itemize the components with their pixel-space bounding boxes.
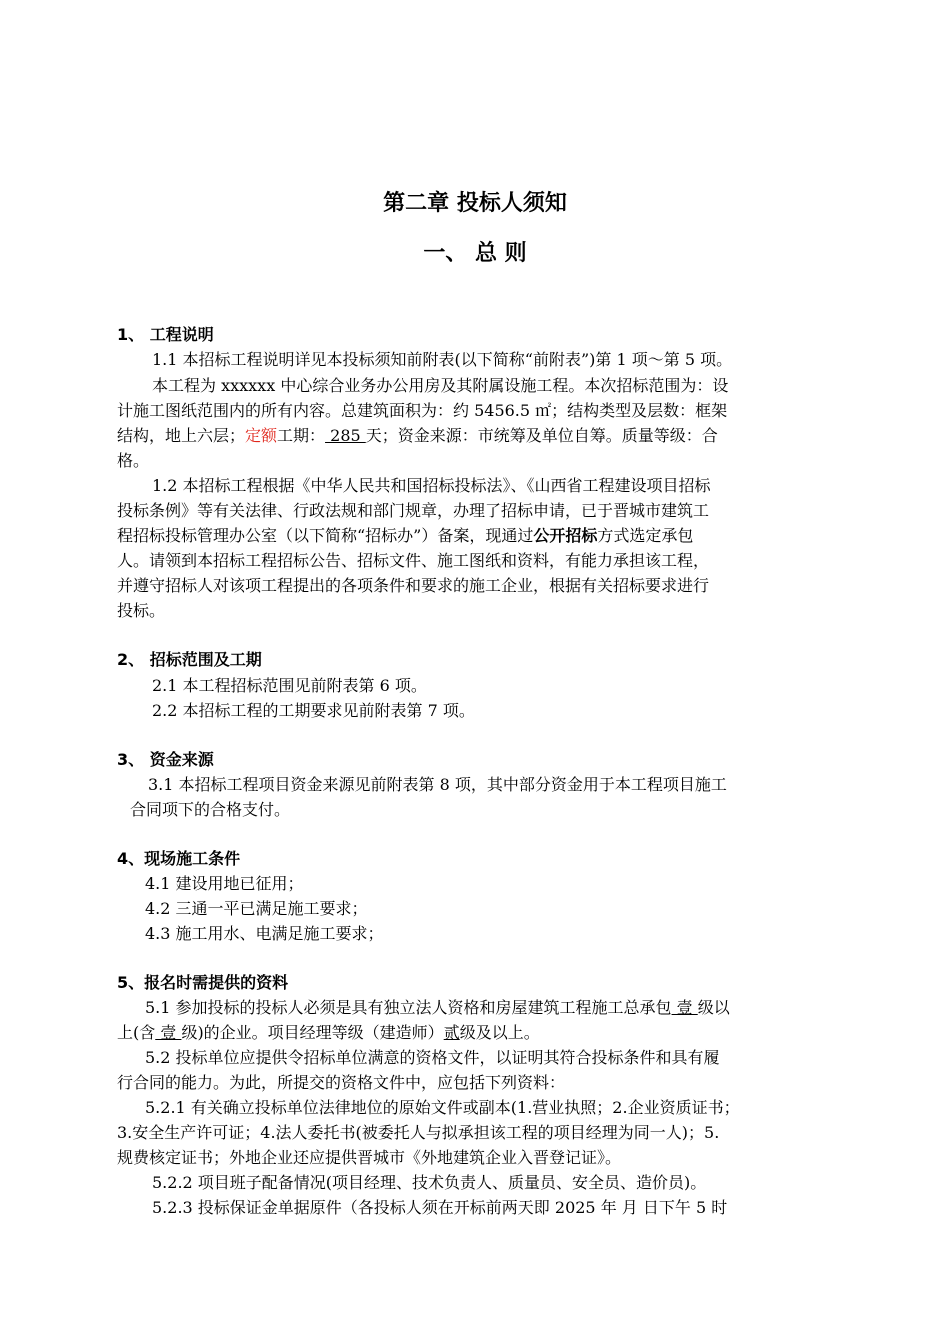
text-span: 方式选定承包 (597, 526, 694, 545)
paragraph-line: 4.2 三通一平已满足施工要求； (145, 899, 368, 918)
paragraph-line: 格。 (117, 451, 150, 470)
paragraph-line: 3.1 本招标工程项目资金来源见前附表第 8 项，其中部分资金用于本工程项目施工 (148, 775, 727, 794)
paragraph-line: 行合同的能力。为此，所提交的资格文件中，应包括下列资料： (117, 1073, 566, 1092)
paragraph-line: 投标条例》等有关法律、行政法规和部门规章，办理了招标申请，已于晋城市建筑工 (117, 501, 710, 520)
paragraph-line: 3.安全生产许可证；4.法人委托书(被委托人与拟承担该工程的项目经理为同一人)；5. (117, 1123, 720, 1142)
paragraph-line: 计施工图纸范围内的所有内容。总建筑面积为：约 5456.5 ㎡；结构类型及层数：框架 (117, 401, 728, 420)
grade-value: 贰 (443, 1023, 460, 1042)
paragraph-line: 5.2.2 项目班子配备情况(项目经理、技术负责人、质量员、安全员、造价员)。 (152, 1173, 707, 1192)
paragraph-line: 规费核定证书；外地企业还应提供晋城市《外地建筑企业入晋登记证》。 (117, 1148, 622, 1167)
paragraph-line: 5.2.3 投标保证金单据原件（各投标人须在开标前两天即 2025 年 月 日下午 5 时 (152, 1198, 728, 1217)
duration-days: 285 (325, 426, 366, 445)
heading-s4: 4、现场施工条件 (117, 849, 241, 868)
paragraph-line: 人。请领到本招标工程招标公告、招标文件、施工图纸和资料，有能力承担该工程， (117, 551, 710, 570)
paragraph-line (117, 1023, 540, 1043)
grade-value: 壹 (671, 998, 698, 1017)
text-span: 级及以上。 (459, 1023, 540, 1042)
text-span: 上(含 (117, 1023, 156, 1042)
paragraph-line (145, 998, 730, 1018)
paragraph-line: 2.1 本工程招标范围见前附表第 6 项。 (152, 676, 427, 695)
heading-s2: 2、 招标范围及工期 (117, 650, 262, 669)
grade-value: 壹 (155, 1023, 182, 1042)
paragraph-line: 投标。 (117, 601, 166, 620)
paragraph-line (117, 526, 693, 546)
bold-text: 公开招标 (533, 526, 598, 545)
heading-s3: 3、 资金来源 (117, 750, 214, 769)
heading-s5: 5、报名时需提供的资料 (117, 973, 289, 992)
text-span: 程招标投标管理办公室（以下简称“招标办”）备案，现通过 (117, 526, 534, 545)
text-span: 天；资金来源：市统筹及单位自筹。质量等级：合 (365, 426, 718, 445)
paragraph-line: 本工程为 xxxxxx 中心综合业务办公用房及其附属设施工程。本次招标范围为：设 (152, 376, 729, 395)
section-title: 一、 总 则 (423, 241, 527, 266)
paragraph-line: 5.2.1 有关确立投标单位法律地位的原始文件或副本(1.营业执照；2.企业资质证书； (145, 1098, 740, 1117)
paragraph-line: 合同项下的合格支付。 (130, 800, 291, 819)
paragraph-line: 5.2 投标单位应提供令招标单位满意的资格文件，以证明其符合投标条件和具有履 (145, 1048, 720, 1067)
text-span: 级)的企业。项目经理等级（建造师） (181, 1023, 444, 1042)
highlighted-text: 定额 (245, 426, 278, 445)
paragraph-line: 并遵守招标人对该项工程提出的各项条件和要求的施工企业，根据有关招标要求进行 (117, 576, 710, 595)
paragraph-line: 4.3 施工用水、电满足施工要求； (145, 924, 384, 943)
paragraph-line: 4.1 建设用地已征用； (145, 874, 304, 893)
text-span: 工期： (277, 426, 326, 445)
heading-s1: 1、 工程说明 (117, 325, 214, 344)
chapter-title: 第二章 投标人须知 (383, 191, 567, 216)
paragraph-line (117, 426, 718, 446)
text-span: 5.1 参加投标的投标人必须是具有独立法人资格和房屋建筑工程施工总承包 (145, 998, 672, 1017)
paragraph-line: 1.1 本招标工程说明详见本投标须知前附表(以下简称“前附表”)第 1 项～第 5 项。 (152, 350, 733, 369)
text-span: 级以 (697, 998, 730, 1017)
paragraph-line: 1.2 本招标工程根据《中华人民共和国招标投标法》、《山西省工程建设项目招标 (152, 476, 711, 495)
paragraph-line: 2.2 本招标工程的工期要求见前附表第 7 项。 (152, 701, 475, 720)
text-span: 结构，地上六层； (117, 426, 246, 445)
